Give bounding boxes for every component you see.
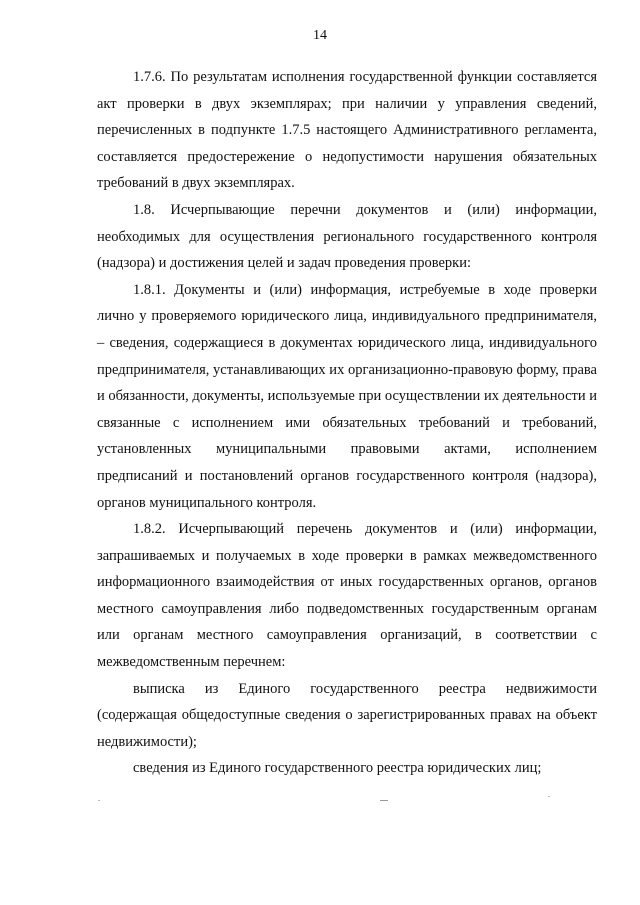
paragraph-egrn-extract: выписка из Единого государственного реестра недвижимости (содержащая общедоступные сведения о зарегистрированных правах на объект недвижимости); [97, 680, 597, 750]
paragraph-egrul-info: сведения из Единого государственного реестра юридических лиц; [133, 760, 542, 777]
scan-speck-right [548, 796, 550, 797]
paragraph-1-8-2: 1.8.2. Исчерпывающий перечень документов и (или) информации, запрашиваемых и получаемых в ходе проверки в рамках межведомственного информационного взаимодействия от иных государственных органов, органов местного самоуправления либо подведомственных государственным органам или органам местного самоуправления организаций, в соответствии с межведомственным перечнем: [97, 521, 597, 671]
paragraph-1-8-1: 1.8.1. Документы и (или) информация, истребуемые в ходе проверки лично у проверяемого юридического лица, индивидуального предпринимателя, – сведения, содержащиеся в документах юридического лица, индивидуального предпринимателя, устанавливающих их организационно-правовую форму, права и обязанности, документы, используемые при осуществлении их деятельности и связанные с исполнением ими обязательных требований и требований, установленных муниципальными правовыми актами, исполнением предписаний и постановлений органов государственного контроля (надзора), органов муниципального контроля. [97, 281, 597, 511]
scan-mark-line [380, 800, 388, 801]
paragraph-1-7-6: 1.7.6. По результатам исполнения государственной функции составляется акт проверки в двух экземплярах; при наличии у управления сведений, перечисленных в подпункте 1.7.5 настоящего Административного регламента, составляется предостережение о недопустимости нарушения обязательных требований в двух экземплярах. [97, 69, 597, 192]
paragraph-1-8: 1.8. Исчерпывающие перечни документов и (или) информации, необходимых для осуществления регионального государственного контроля (надзора) и достижения целей и задач проведения проверки: [97, 201, 597, 272]
page-number: 14 [313, 28, 327, 43]
document-body [97, 64, 597, 782]
scan-speck-left [98, 800, 100, 801]
